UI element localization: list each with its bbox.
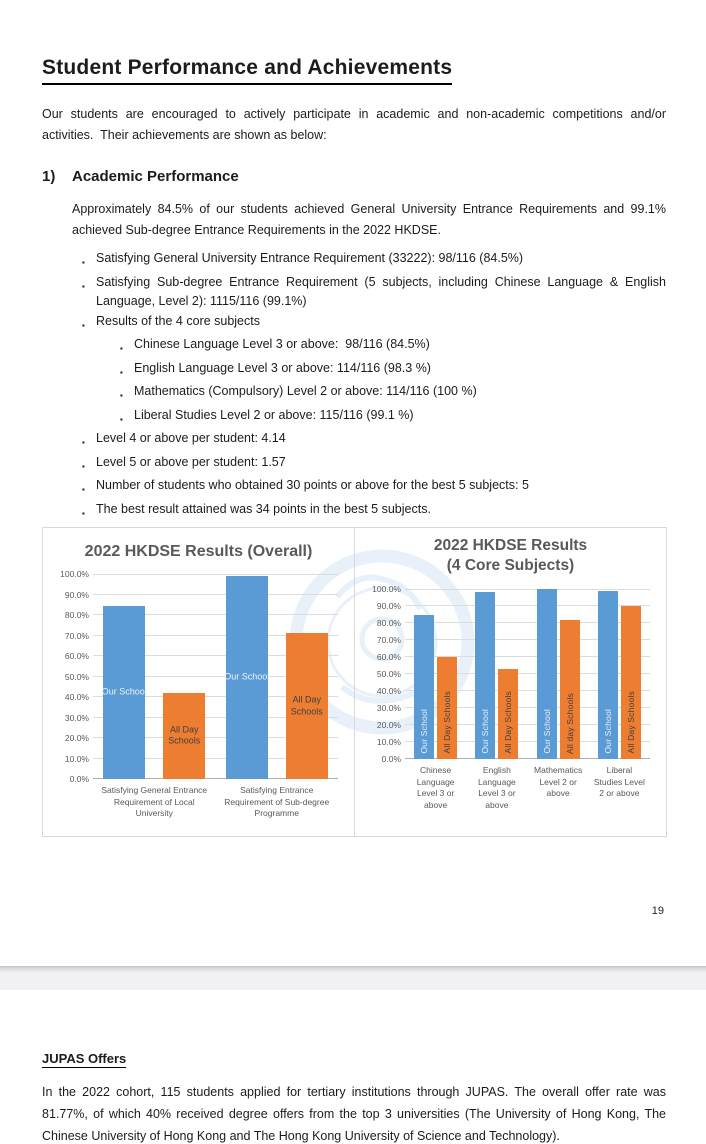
y-axis-tick-label: 40.0% (64, 692, 89, 702)
bar-all-day-schools (286, 633, 328, 779)
bullet-marker: ▪ (82, 281, 85, 291)
chart-hkdse-core-subjects (354, 527, 667, 837)
page-separator (0, 966, 706, 990)
y-axis-tick-label: 20.0% (376, 720, 401, 730)
y-axis-tick-label: 10.0% (376, 737, 401, 747)
section-title: Academic Performance (72, 168, 239, 185)
sub-bullet-item (120, 382, 666, 406)
sub-bullet-text: Chinese Language Level 3 or above: 98/116 (84.5%) (134, 337, 430, 351)
bar-our-school (226, 576, 268, 779)
jupas-heading: JUPAS Offers (42, 1051, 127, 1066)
bar-label: All Day Schools (168, 724, 201, 746)
y-axis-tick-label: 0.0% (69, 774, 89, 784)
chart-title-line: 2022 HKDSE Results (433, 537, 588, 554)
bar-label: All day Schools (564, 692, 575, 754)
bullet-marker: ▪ (82, 320, 85, 330)
bar-label: All Day Schools (625, 691, 636, 754)
bar-label: Our School (602, 709, 613, 754)
category-label: Mathematics Level 2 or above (534, 765, 583, 798)
y-axis-tick-label: 80.0% (64, 610, 89, 620)
bullet-text: Satisfying General University Entrance Requirement (33222): 98/116 (84.5%) (96, 251, 524, 265)
bullet-marker: ▪ (82, 258, 85, 267)
y-axis-tick-label: 70.0% (376, 635, 401, 645)
y-axis-tick-label: 30.0% (64, 712, 89, 723)
category-label: Satisfying Entrance Requirement of Sub-degree Programme (224, 785, 330, 818)
chart-title-line: 2022 HKDSE Results (Overall) (84, 543, 313, 560)
bullet-item (82, 453, 666, 477)
bullet-marker: ▪ (82, 485, 85, 494)
y-axis-tick-label: 60.0% (64, 651, 89, 661)
chart-title (49, 542, 348, 562)
y-axis-tick-label: 10.0% (64, 753, 89, 764)
bar-our-school (537, 589, 557, 759)
bullet-text: Satisfying Sub-degree Entrance Requirement (5 subjects, including Chinese Language & English Language, Level 2): 1115/116 (99.1%) (96, 274, 670, 308)
bar-label: All Day Schools (503, 691, 514, 754)
bullet-item (82, 429, 666, 453)
bullet-item (82, 249, 666, 273)
bullet-text: The best result attained was 34 points in the best 5 subjects. (96, 501, 431, 516)
y-axis-tick-label: 80.0% (376, 618, 401, 628)
sub-bullet-list (120, 335, 666, 429)
intro-paragraph: Our students are encouraged to actively participate in academic and non-academic competitions and/or activities. Their achievements are shown as below: (42, 107, 670, 142)
sub-bullet-text: Mathematics (Compulsory) Level 2 or above: 114/116 (100 %) (134, 384, 477, 398)
bullet-marker: ▪ (120, 367, 123, 377)
bar-label: Our School (224, 671, 270, 682)
bar-group (93, 574, 216, 779)
bullet-text: Results of the 4 core subjects (96, 313, 260, 328)
chart-hkdse-overall (42, 527, 355, 837)
y-axis-tick-label: 100.0% (60, 569, 89, 579)
sub-bullet-item (120, 359, 666, 383)
bullet-marker: ▪ (120, 414, 123, 424)
charts-row (42, 527, 668, 837)
bar-label: All Day Schools (442, 691, 453, 754)
bar-label: Our School (101, 686, 147, 697)
bullet-item (82, 476, 666, 500)
bullet-marker: ▪ (120, 344, 123, 353)
bullet-text: Level 5 or above per student: 1.57 (96, 454, 286, 469)
y-axis-tick-label: 100.0% (372, 584, 401, 594)
bullet-marker: ▪ (82, 508, 85, 518)
y-axis-tick-label: 30.0% (376, 703, 401, 713)
page-title: Student Performance and Achievements (42, 56, 452, 85)
sub-bullet-item (120, 406, 666, 430)
category-labels (405, 759, 650, 811)
y-axis-tick-label: 50.0% (376, 669, 401, 679)
bar-groups (93, 574, 338, 779)
bar-group (589, 589, 650, 759)
category-label: English Language Level 3 or above (477, 765, 516, 810)
bar-group (405, 589, 466, 759)
y-axis-tick-label: 60.0% (376, 652, 401, 662)
bar-groups (405, 589, 650, 759)
bar-all-day-schools (163, 693, 205, 779)
jupas-paragraph: In the 2022 cohort, 115 students applied for tertiary institutions through JUPAS. The overall offer rate was 81.77%, of which 40% received degree offers from the top 3 universities (The University of Hong Kong, The Chinese University of Hong Kong and The Hong Kong University of Science and Technology). (42, 1085, 666, 1143)
bar-all-day-schools (560, 620, 580, 759)
bar-our-school (103, 606, 145, 779)
sub-bullet-item (120, 335, 666, 359)
bar-our-school (414, 615, 434, 759)
bar-group (528, 589, 589, 759)
section-number: 1) (42, 168, 56, 185)
bullet-text: Number of students who obtained 30 points or above for the best 5 subjects: 5 (96, 478, 529, 492)
bullet-marker: ▪ (82, 461, 85, 471)
bar-all-day-schools (437, 657, 457, 759)
category-label: Liberal Studies Level 2 or above (593, 765, 645, 798)
bar-label: All Day Schools (290, 694, 323, 717)
section-heading (42, 167, 666, 186)
bullet-marker: ▪ (120, 391, 123, 400)
academic-intro: Approximately 84.5% of our students achieved General University Entrance Requirements and 99.1% achieved Sub-degree Entrance Requirements in the 2022 HKDSE. (72, 202, 666, 237)
report-page-next (0, 990, 706, 1144)
bullet-item (82, 500, 666, 524)
chart-body (361, 584, 658, 811)
category-label: Chinese Language Level 3 or above (416, 765, 455, 810)
y-axis-tick-label: 40.0% (376, 686, 401, 696)
plot-area (372, 584, 650, 764)
y-axis-tick-label: 70.0% (64, 630, 89, 641)
bar-all-day-schools (498, 669, 518, 759)
bar-label: Our School (480, 709, 491, 754)
bar-group (216, 574, 339, 779)
bar-our-school (598, 591, 618, 759)
bar-label: Our School (419, 709, 430, 754)
chart-title-line: (4 Core Subjects) (446, 557, 575, 574)
achievement-list (82, 249, 670, 523)
y-axis-tick-label: 90.0% (64, 589, 89, 600)
bar-our-school (475, 592, 495, 759)
bullet-marker: ▪ (82, 438, 85, 447)
bullet-item (82, 273, 670, 312)
y-axis-tick-label: 0.0% (381, 754, 401, 764)
chart-title (361, 536, 660, 576)
y-axis-tick-label: 90.0% (376, 601, 401, 611)
plot-area (60, 569, 338, 784)
y-axis-tick-label: 20.0% (64, 733, 89, 743)
bar-group (466, 589, 527, 759)
bar-all-day-schools (621, 606, 641, 759)
category-labels (93, 779, 338, 820)
sub-bullet-text: English Language Level 3 or above: 114/116 (98.3 %) (134, 360, 431, 375)
page-number: 19 (651, 905, 664, 917)
category-label: Satisfying General Entrance Requirement of Local University (101, 785, 208, 818)
bullet-item (82, 312, 666, 336)
bar-label: Our School (541, 709, 552, 754)
y-axis-tick-label: 50.0% (64, 671, 89, 682)
sub-bullet-text: Liberal Studies Level 2 or above: 115/116 (99.1 %) (134, 407, 414, 422)
bullet-text: Level 4 or above per student: 4.14 (96, 431, 286, 445)
chart-body (49, 569, 346, 820)
